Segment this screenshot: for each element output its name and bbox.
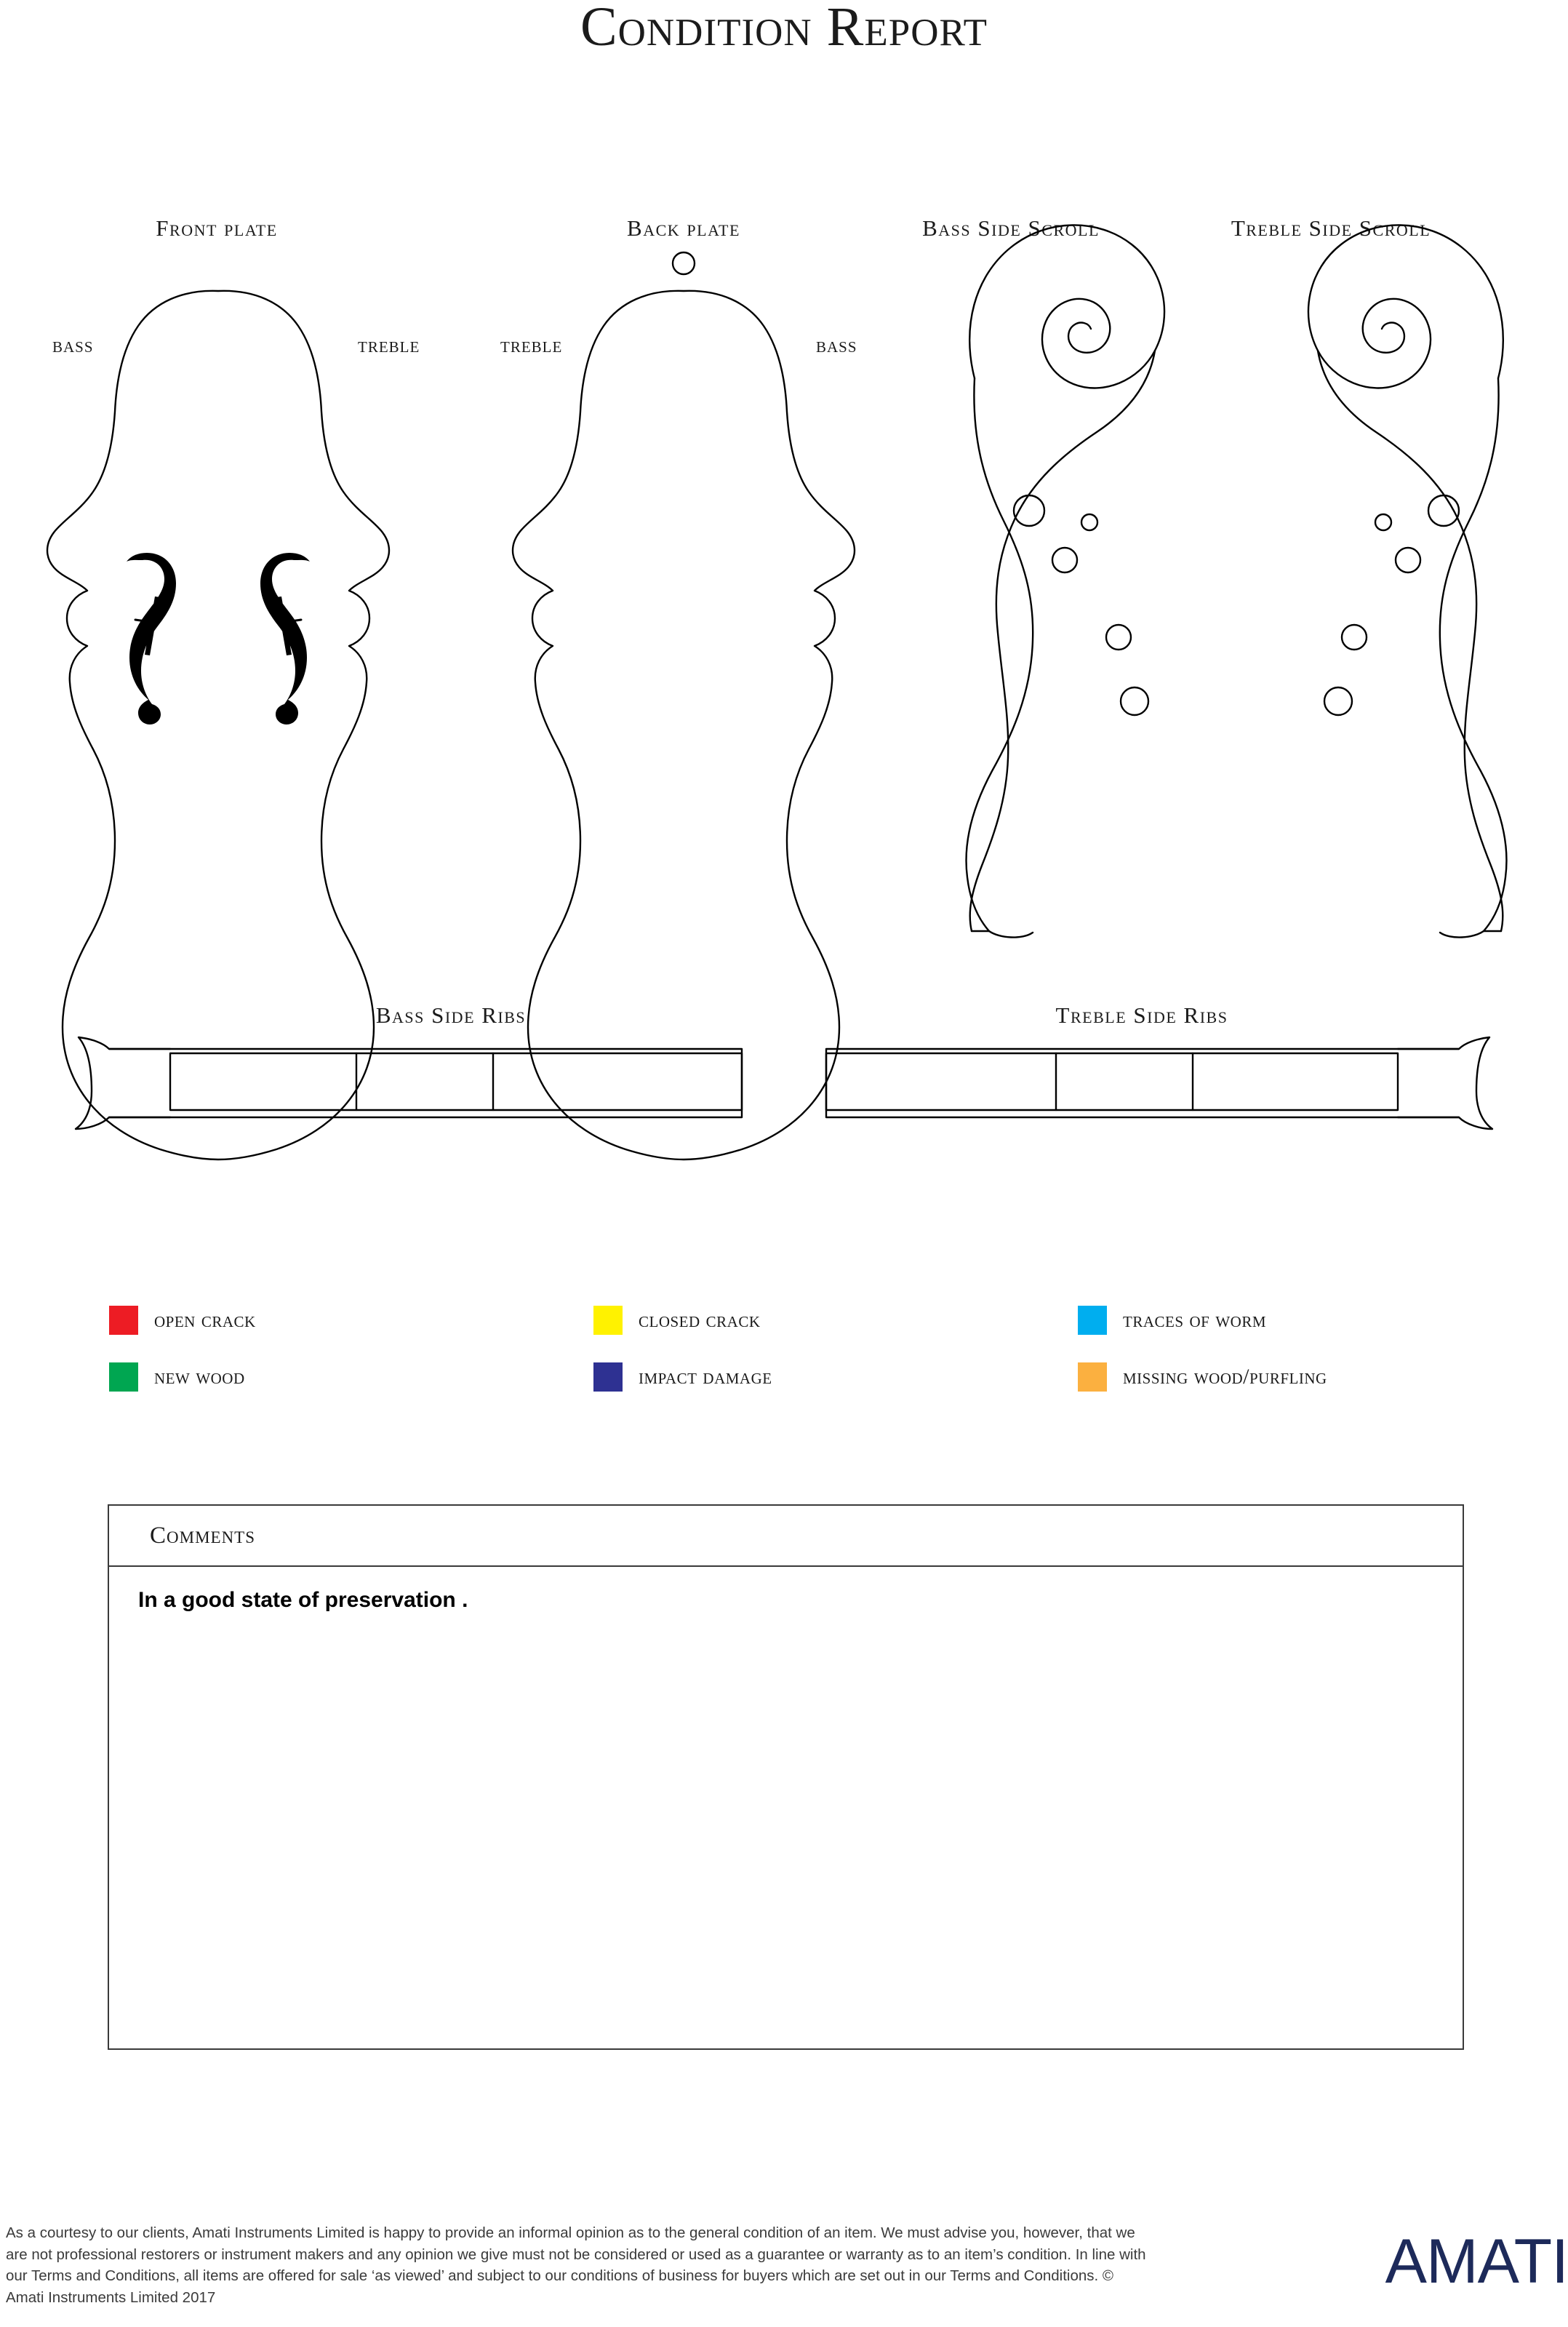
legend-row-1: [109, 1306, 1491, 1335]
swatch-impact-damage: [593, 1362, 623, 1392]
legend-item-open-crack: [109, 1306, 593, 1335]
legend-item-impact-damage: [593, 1362, 1078, 1392]
caption-bass-side-scroll: Bass Side Scroll: [922, 215, 1100, 241]
legend-label-missing-wood-purfling: missing wood/purfling: [1123, 1365, 1327, 1389]
comments-header-label: Comments: [150, 1522, 256, 1549]
legend-label-traces-of-worm: traces of worm: [1123, 1308, 1267, 1332]
legend-label-open-crack: open crack: [154, 1308, 256, 1332]
comments-text: In a good state of preservation .: [138, 1588, 468, 1612]
caption-treble-side-ribs: Treble Side Ribs: [1055, 1002, 1228, 1028]
caption-back-plate: Back plate: [627, 215, 740, 241]
legend-label-closed-crack: closed crack: [639, 1308, 761, 1332]
treble-side-scroll-outline: [1308, 225, 1507, 937]
front-plate-bass-label: BASS: [52, 338, 94, 356]
comments-header: [109, 1506, 1463, 1567]
back-plate-outline: [513, 252, 855, 1159]
legend-item-new-wood: [109, 1362, 593, 1392]
back-plate-treble-label: TREBLE: [500, 338, 563, 356]
legend-row-2: [109, 1362, 1491, 1392]
legend-item-closed-crack: [593, 1306, 1078, 1335]
swatch-closed-crack: [593, 1306, 623, 1335]
front-plate-f-holes: [127, 553, 310, 725]
damage-legend: [109, 1306, 1491, 1419]
comments-body[interactable]: [109, 1567, 1463, 1635]
amati-logo: AMATI: [1385, 2227, 1568, 2296]
treble-side-ribs-outline: [826, 1037, 1492, 1129]
swatch-new-wood: [109, 1362, 138, 1392]
back-plate-bass-label: BASS: [816, 338, 857, 356]
caption-bass-side-ribs: Bass Side Ribs: [375, 1002, 527, 1028]
swatch-traces-of-worm: [1078, 1306, 1107, 1335]
swatch-missing-wood-purfling: [1078, 1362, 1107, 1392]
swatch-open-crack: [109, 1306, 138, 1335]
caption-front-plate: Front plate: [156, 215, 278, 241]
legend-item-missing-wood-purfling: [1078, 1362, 1485, 1392]
footer-disclaimer: As a courtesy to our clients, Amati Instruments Limited is happy to provide an informal opinion as to the general condition of an item. We must advise you, however, that we are not professional restorers or instrument makers and any opinion we give must not be considered or used as a guarantee or warranty as to an item’s condition. In line with our Terms and Conditions, all items are offered for sale ‘as viewed’ and subject to our conditions of business for buyers which are set out in our Terms and Conditions. © Amati Instruments Limited 2017: [6, 2224, 1146, 2307]
bass-side-scroll-outline: [966, 225, 1164, 937]
caption-treble-side-scroll: Treble Side Scroll: [1231, 215, 1431, 241]
legend-label-new-wood: new wood: [154, 1365, 245, 1389]
comments-box: [108, 1504, 1464, 2050]
bass-side-ribs-outline: [76, 1037, 742, 1129]
legend-label-impact-damage: impact damage: [639, 1365, 772, 1389]
front-plate-outline: [47, 291, 389, 1159]
page-title: Condition Report: [580, 0, 988, 57]
front-plate-treble-label: TREBLE: [358, 338, 420, 356]
legend-item-traces-of-worm: [1078, 1306, 1485, 1335]
